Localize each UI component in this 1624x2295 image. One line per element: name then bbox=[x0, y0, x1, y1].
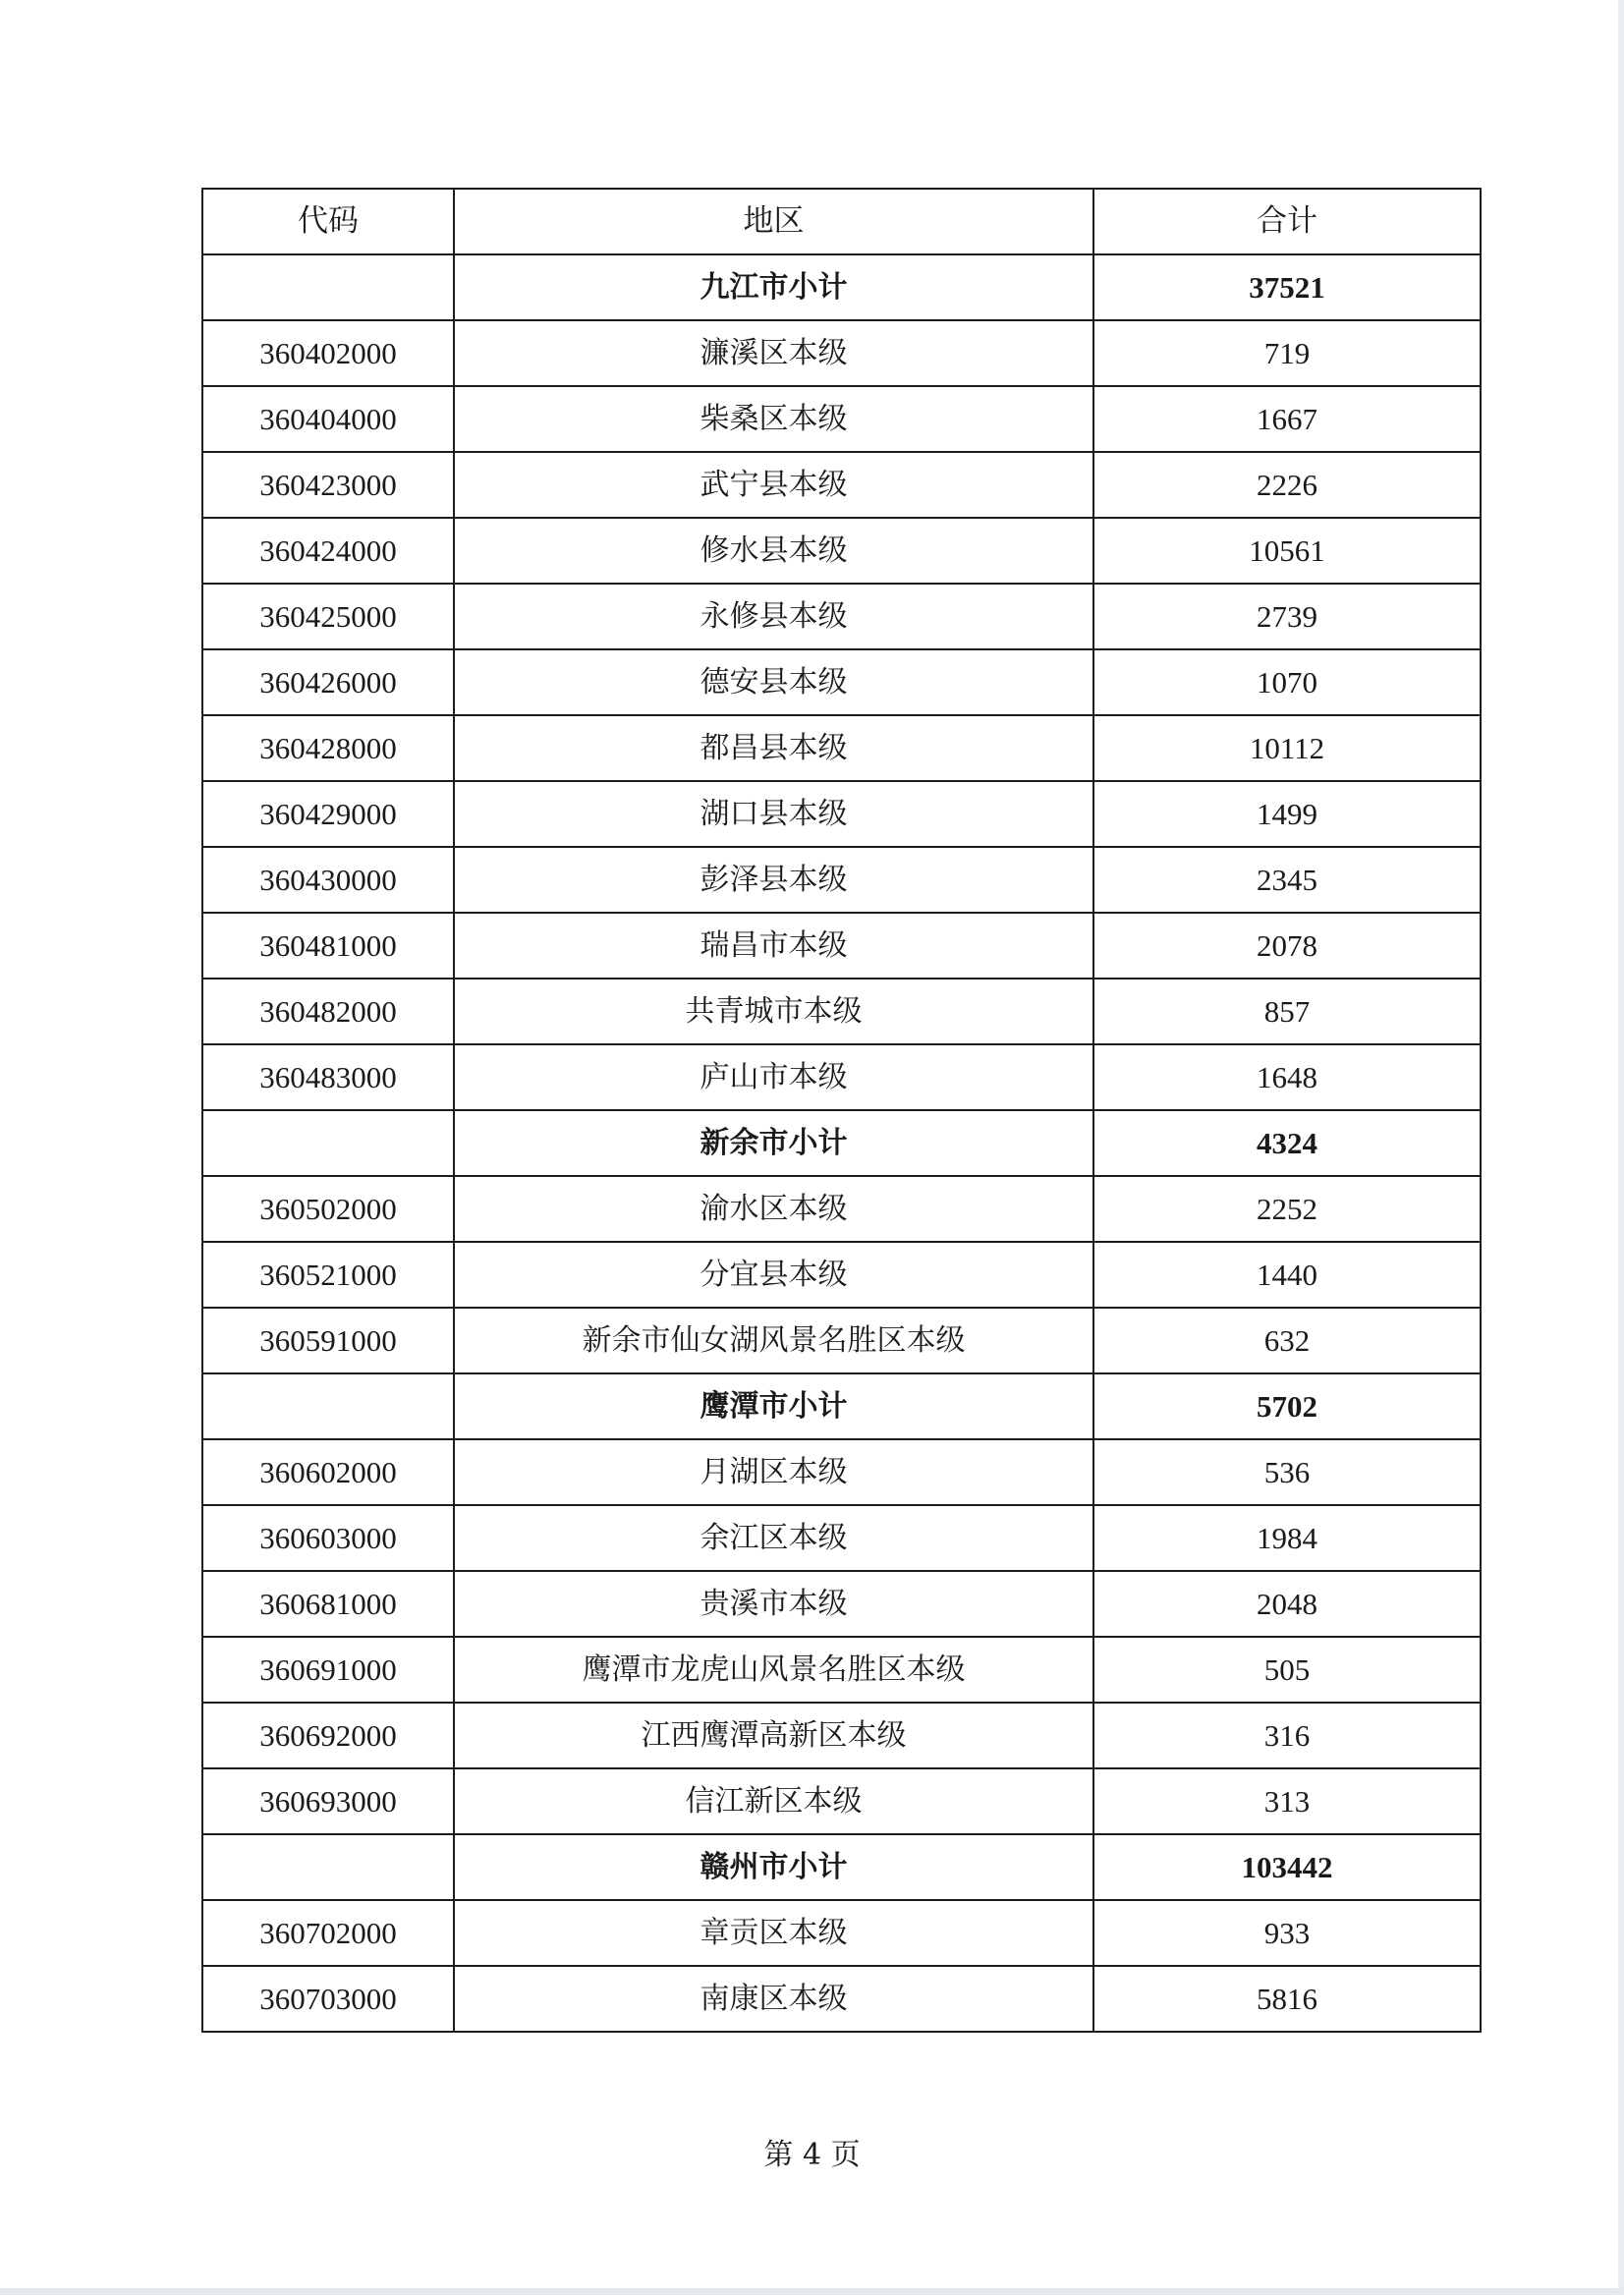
table-header-row bbox=[202, 189, 1481, 254]
subtotal-row bbox=[202, 254, 1481, 320]
region-cell: 新余市仙女湖风景名胜区本级 bbox=[454, 1308, 1093, 1373]
region-cell: 信江新区本级 bbox=[454, 1768, 1093, 1834]
total-cell: 10112 bbox=[1093, 715, 1481, 781]
region-cell: 新余市小计 bbox=[454, 1110, 1093, 1176]
region-cell: 庐山市本级 bbox=[454, 1044, 1093, 1110]
total-cell: 857 bbox=[1093, 979, 1481, 1044]
total-cell: 2345 bbox=[1093, 847, 1481, 913]
table-row bbox=[202, 1242, 1481, 1308]
code-cell: 360691000 bbox=[202, 1637, 454, 1703]
total-cell: 2226 bbox=[1093, 452, 1481, 518]
total-cell: 313 bbox=[1093, 1768, 1481, 1834]
total-cell: 10561 bbox=[1093, 518, 1481, 584]
code-cell: 360424000 bbox=[202, 518, 454, 584]
region-cell: 贵溪市本级 bbox=[454, 1571, 1093, 1637]
code-cell: 360702000 bbox=[202, 1900, 454, 1966]
table-row bbox=[202, 1176, 1481, 1242]
table-row bbox=[202, 781, 1481, 847]
region-cell: 余江区本级 bbox=[454, 1505, 1093, 1571]
code-cell: 360502000 bbox=[202, 1176, 454, 1242]
table-row bbox=[202, 1966, 1481, 2032]
region-cell: 月湖区本级 bbox=[454, 1439, 1093, 1505]
header-region: 地区 bbox=[454, 189, 1093, 254]
table-row bbox=[202, 1505, 1481, 1571]
region-cell: 修水县本级 bbox=[454, 518, 1093, 584]
region-cell: 武宁县本级 bbox=[454, 452, 1093, 518]
table-row bbox=[202, 913, 1481, 979]
code-cell: 360603000 bbox=[202, 1505, 454, 1571]
subtotal-row bbox=[202, 1373, 1481, 1439]
code-cell: 360404000 bbox=[202, 386, 454, 452]
subtotal-row bbox=[202, 1110, 1481, 1176]
total-cell: 1648 bbox=[1093, 1044, 1481, 1110]
code-cell: 360402000 bbox=[202, 320, 454, 386]
code-cell: 360423000 bbox=[202, 452, 454, 518]
table-row bbox=[202, 1900, 1481, 1966]
region-cell: 柴桑区本级 bbox=[454, 386, 1093, 452]
table-row bbox=[202, 1308, 1481, 1373]
code-cell: 360602000 bbox=[202, 1439, 454, 1505]
table-row bbox=[202, 1637, 1481, 1703]
table-body bbox=[202, 254, 1481, 2032]
code-cell: 360425000 bbox=[202, 584, 454, 649]
table-row bbox=[202, 584, 1481, 649]
code-cell: 360428000 bbox=[202, 715, 454, 781]
code-cell: 360426000 bbox=[202, 649, 454, 715]
table-row bbox=[202, 979, 1481, 1044]
region-cell: 永修县本级 bbox=[454, 584, 1093, 649]
code-cell: 360692000 bbox=[202, 1703, 454, 1768]
region-cell: 湖口县本级 bbox=[454, 781, 1093, 847]
region-cell: 渝水区本级 bbox=[454, 1176, 1093, 1242]
region-cell: 江西鹰潭高新区本级 bbox=[454, 1703, 1093, 1768]
code-cell: 360521000 bbox=[202, 1242, 454, 1308]
header-total: 合计 bbox=[1093, 189, 1481, 254]
table-row bbox=[202, 386, 1481, 452]
table-row bbox=[202, 649, 1481, 715]
total-cell: 1984 bbox=[1093, 1505, 1481, 1571]
header-code: 代码 bbox=[202, 189, 454, 254]
code-cell bbox=[202, 1373, 454, 1439]
table-row bbox=[202, 1571, 1481, 1637]
total-cell: 2739 bbox=[1093, 584, 1481, 649]
total-cell: 37521 bbox=[1093, 254, 1481, 320]
total-cell: 933 bbox=[1093, 1900, 1481, 1966]
table-row bbox=[202, 1044, 1481, 1110]
total-cell: 536 bbox=[1093, 1439, 1481, 1505]
total-cell: 5816 bbox=[1093, 1966, 1481, 2032]
table-row bbox=[202, 847, 1481, 913]
code-cell: 360430000 bbox=[202, 847, 454, 913]
total-cell: 2252 bbox=[1093, 1176, 1481, 1242]
table-row bbox=[202, 1703, 1481, 1768]
region-cell: 共青城市本级 bbox=[454, 979, 1093, 1044]
code-cell: 360481000 bbox=[202, 913, 454, 979]
total-cell: 1667 bbox=[1093, 386, 1481, 452]
table-row bbox=[202, 518, 1481, 584]
total-cell: 103442 bbox=[1093, 1834, 1481, 1900]
total-cell: 1499 bbox=[1093, 781, 1481, 847]
code-cell: 360703000 bbox=[202, 1966, 454, 2032]
total-cell: 505 bbox=[1093, 1637, 1481, 1703]
allocation-table bbox=[201, 188, 1482, 2033]
region-cell: 彭泽县本级 bbox=[454, 847, 1093, 913]
code-cell: 360681000 bbox=[202, 1571, 454, 1637]
region-cell: 都昌县本级 bbox=[454, 715, 1093, 781]
table-row bbox=[202, 715, 1481, 781]
table-row bbox=[202, 452, 1481, 518]
scan-edge-bottom bbox=[0, 2288, 1624, 2295]
subtotal-row bbox=[202, 1834, 1481, 1900]
region-cell: 德安县本级 bbox=[454, 649, 1093, 715]
region-cell: 濂溪区本级 bbox=[454, 320, 1093, 386]
code-cell bbox=[202, 254, 454, 320]
total-cell: 2078 bbox=[1093, 913, 1481, 979]
region-cell: 瑞昌市本级 bbox=[454, 913, 1093, 979]
region-cell: 赣州市小计 bbox=[454, 1834, 1093, 1900]
code-cell: 360482000 bbox=[202, 979, 454, 1044]
total-cell: 1070 bbox=[1093, 649, 1481, 715]
region-cell: 鹰潭市龙虎山风景名胜区本级 bbox=[454, 1637, 1093, 1703]
region-cell: 章贡区本级 bbox=[454, 1900, 1093, 1966]
total-cell: 719 bbox=[1093, 320, 1481, 386]
code-cell: 360693000 bbox=[202, 1768, 454, 1834]
code-cell: 360429000 bbox=[202, 781, 454, 847]
total-cell: 632 bbox=[1093, 1308, 1481, 1373]
total-cell: 316 bbox=[1093, 1703, 1481, 1768]
scan-edge-right bbox=[1618, 0, 1624, 2295]
region-cell: 南康区本级 bbox=[454, 1966, 1093, 2032]
table-row bbox=[202, 320, 1481, 386]
code-cell bbox=[202, 1110, 454, 1176]
region-cell: 九江市小计 bbox=[454, 254, 1093, 320]
total-cell: 5702 bbox=[1093, 1373, 1481, 1439]
table-row bbox=[202, 1768, 1481, 1834]
region-cell: 分宜县本级 bbox=[454, 1242, 1093, 1308]
page-number: 第 4 页 bbox=[763, 2138, 861, 2172]
table-row bbox=[202, 1439, 1481, 1505]
code-cell: 360591000 bbox=[202, 1308, 454, 1373]
code-cell: 360483000 bbox=[202, 1044, 454, 1110]
total-cell: 1440 bbox=[1093, 1242, 1481, 1308]
total-cell: 2048 bbox=[1093, 1571, 1481, 1637]
region-cell: 鹰潭市小计 bbox=[454, 1373, 1093, 1439]
code-cell bbox=[202, 1834, 454, 1900]
total-cell: 4324 bbox=[1093, 1110, 1481, 1176]
